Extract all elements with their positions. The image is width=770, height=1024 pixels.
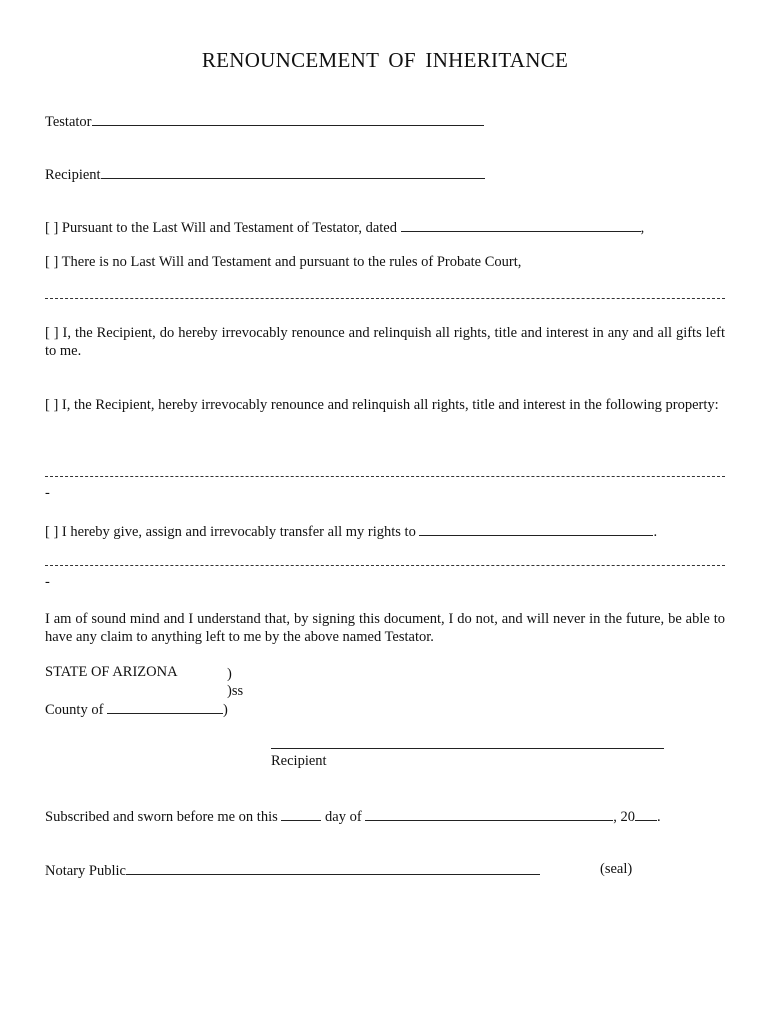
sound-mind-statement: I am of sound mind and I understand that, by signing this document, I do not, and will never in the future, be able to have any claim to anything left to me by the above named Testator. — [45, 611, 725, 645]
option-all-gifts-text[interactable]: [ ] I, the Recipient, do hereby irrevocably renounce and relinquish all rights, title and interest in any and all gifts left to me. — [45, 325, 725, 359]
county-field[interactable] — [107, 699, 223, 714]
document-title: RENOUNCEMENT OF INHERITANCE — [201, 48, 569, 72]
testator-line — [45, 111, 484, 131]
year-prefix: , 20 — [613, 809, 636, 825]
option-transfer-text[interactable]: [ ] I hereby give, assign and irrevocably transfer all my rights to — [45, 524, 416, 540]
year-end: . — [657, 809, 661, 825]
ss-label: )ss — [227, 683, 244, 699]
transfer-recipient-field[interactable] — [419, 521, 653, 536]
notary-line — [45, 860, 540, 880]
signature-label: Recipient — [271, 753, 327, 769]
subscribed-prefix: Subscribed and sworn before me on this — [45, 809, 278, 825]
county-paren: ) — [223, 702, 228, 718]
dash-tail-2: - — [45, 574, 50, 590]
dashed-divider-2 — [45, 476, 725, 477]
month-field[interactable] — [365, 806, 613, 821]
county-line — [45, 699, 228, 719]
option-transfer-end: . — [653, 524, 658, 540]
day-of-label: day of — [325, 809, 362, 825]
county-label: County of — [45, 702, 104, 718]
day-field[interactable] — [281, 806, 321, 821]
recipient-signature-field[interactable] — [271, 748, 664, 749]
recipient-line — [45, 164, 485, 184]
option-will-end: , — [640, 220, 645, 236]
will-date-field[interactable] — [401, 217, 641, 232]
option-will-text[interactable]: [ ] Pursuant to the Last Will and Testament of Testator, dated — [45, 220, 397, 236]
notary-signature-field[interactable] — [126, 860, 540, 875]
state-paren: ) — [227, 666, 232, 682]
testator-label: Testator — [45, 114, 92, 130]
seal-label: (seal) — [600, 861, 633, 877]
subscribed-line — [45, 806, 661, 826]
option-property-text[interactable]: [ ] I, the Recipient, hereby irrevocably renounce and relinquish all rights, title and interest in the following property: — [45, 397, 719, 413]
option-no-will-text[interactable]: [ ] There is no Last Will and Testament and pursuant to the rules of Probate Court, — [45, 254, 522, 270]
recipient-field[interactable] — [101, 164, 485, 179]
dash-tail-1: - — [45, 485, 50, 501]
year-field[interactable] — [635, 806, 657, 821]
option-transfer-line — [45, 521, 657, 541]
state-label: STATE OF ARIZONA — [45, 664, 178, 680]
testator-field[interactable] — [92, 111, 484, 126]
option-will-line — [45, 217, 644, 237]
recipient-label: Recipient — [45, 167, 101, 183]
notary-label: Notary Public — [45, 863, 126, 879]
dashed-divider-1 — [45, 298, 725, 299]
dashed-divider-3 — [45, 565, 725, 566]
